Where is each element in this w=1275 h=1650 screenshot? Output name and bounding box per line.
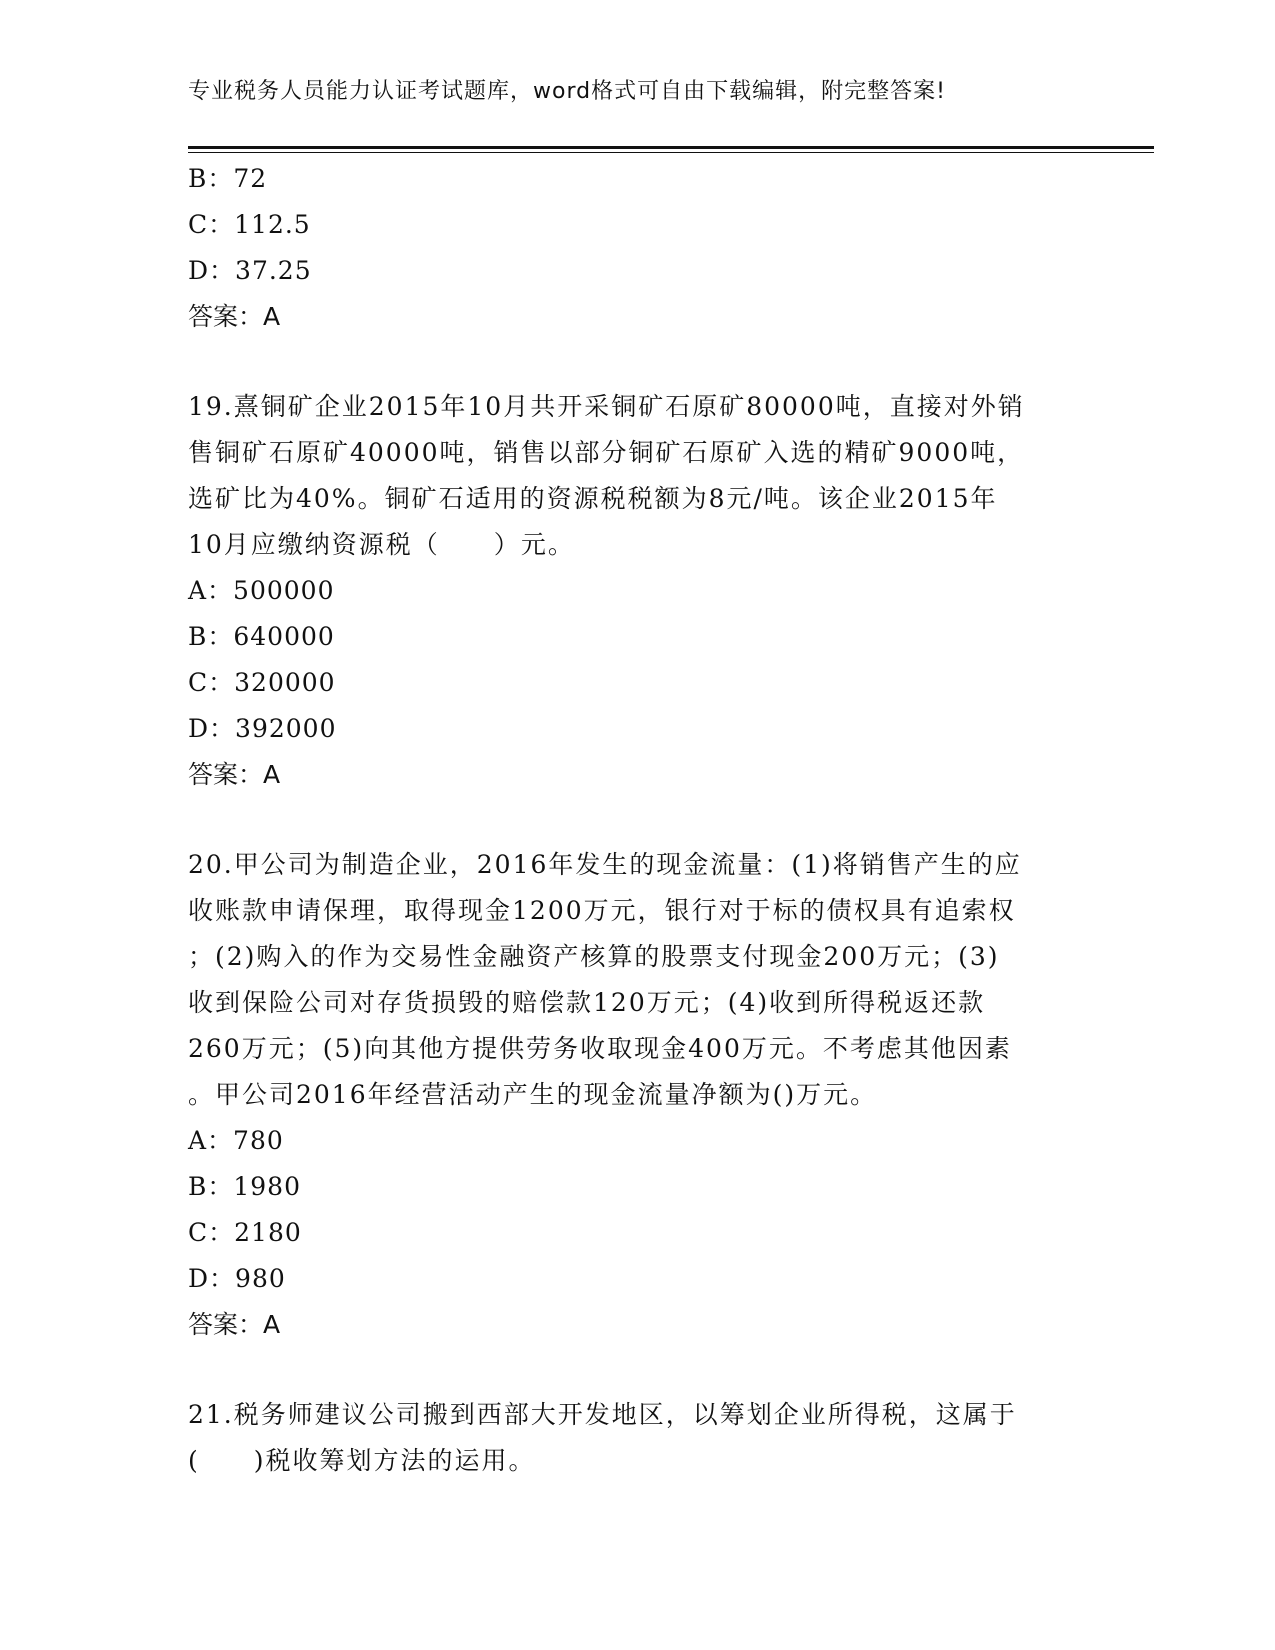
q18-option-b: B：72 (188, 164, 268, 193)
q19-option-a: A：500000 (188, 576, 335, 605)
q20-option-c: C：2180 (188, 1218, 302, 1247)
question-20 (188, 842, 1068, 1348)
q20-stem-line: ；(2)购入的作为交易性金融资产核算的股票支付现金200万元；(3) (188, 942, 1000, 971)
header-rule-thin (188, 152, 1154, 153)
header-rule-thick (188, 146, 1154, 149)
q19-stem-line: 选矿比为40%。铜矿石适用的资源税税额为8元/吨。该企业2015年 (188, 484, 998, 513)
q19-option-b: B：640000 (188, 622, 335, 651)
q19-stem-line: 10月应缴纳资源税（ ）元。 (188, 530, 575, 559)
q19-option-d: D：392000 (188, 714, 337, 743)
question-18 (188, 156, 1068, 340)
q20-option-d: D：980 (188, 1264, 286, 1293)
q20-stem-line: 收账款申请保理，取得现金1200万元，银行对于标的债权具有追索权 (188, 896, 1016, 925)
q19-stem (188, 384, 1068, 568)
q18-option-d: D：37.25 (188, 256, 312, 285)
q21-stem (188, 1392, 1068, 1484)
question-21 (188, 1392, 1068, 1484)
question-19 (188, 384, 1068, 798)
q20-stem (188, 842, 1068, 1118)
q20-stem-line: 260万元；(5)向其他方提供劳务收取现金400万元。不考虑其他因素 (188, 1034, 1012, 1063)
q19-stem-line: 售铜矿石原矿40000吨，销售以部分铜矿石原矿入选的精矿9000吨， (188, 438, 1025, 467)
content (188, 156, 1068, 1484)
q18-option-c: C：112.5 (188, 210, 311, 239)
q20-answer: 答案：A (188, 1310, 281, 1339)
q20-stem-line: 收到保险公司对存货损毁的赔偿款120万元；(4)收到所得税返还款 (188, 988, 986, 1017)
q20-option-a: A：780 (188, 1126, 284, 1155)
q19-stem-line: 19.熹铜矿企业2015年10月共开采铜矿石原矿80000吨，直接对外销 (188, 392, 1025, 421)
page-header: 专业税务人员能力认证考试题库，word格式可自由下载编辑，附完整答案! (188, 79, 946, 104)
q19-option-c: C：320000 (188, 668, 336, 697)
q18-answer: 答案：A (188, 302, 281, 331)
q21-stem-line: 21.税务师建议公司搬到西部大开发地区，以筹划企业所得税，这属于 (188, 1400, 1017, 1429)
q21-stem-line: ( )税收筹划方法的运用。 (188, 1446, 536, 1475)
q19-answer: 答案：A (188, 760, 281, 789)
q20-stem-line: 。甲公司2016年经营活动产生的现金流量净额为()万元。 (188, 1080, 878, 1109)
q20-option-b: B：1980 (188, 1172, 301, 1201)
q20-stem-line: 20.甲公司为制造企业，2016年发生的现金流量：(1)将销售产生的应 (188, 850, 1022, 879)
